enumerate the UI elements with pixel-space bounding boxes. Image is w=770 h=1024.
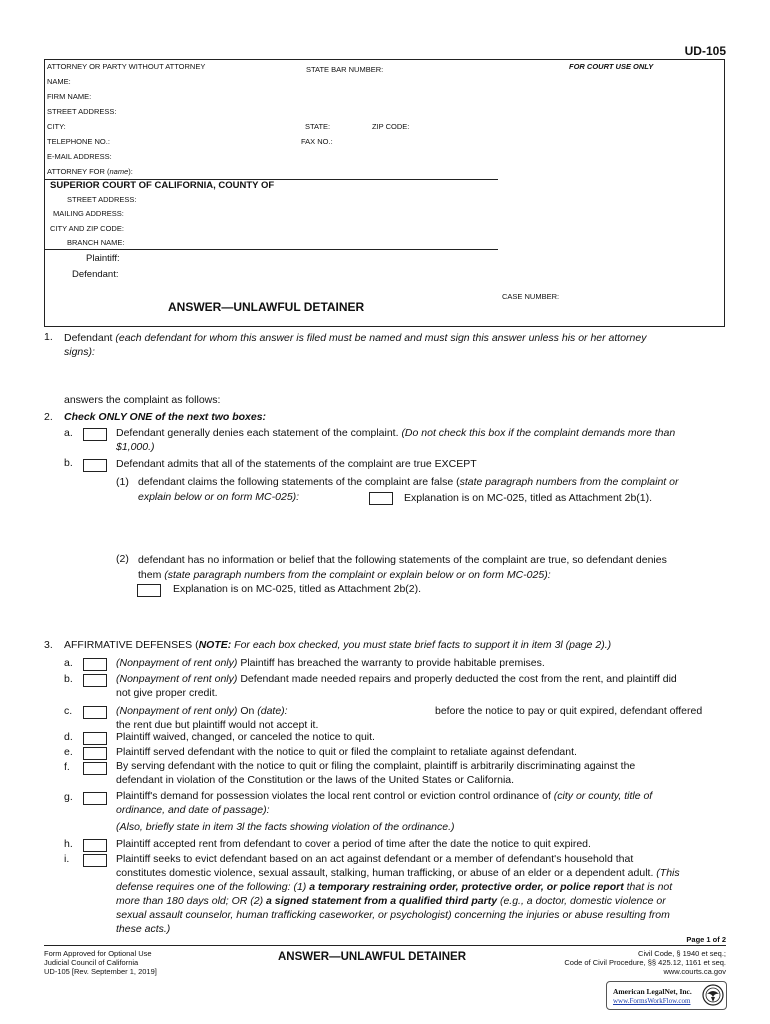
item2b2-attachment-text: Explanation is on MC-025, titled as Attachment 2b(2). xyxy=(173,583,422,595)
item3e-text: Plaintiff served defendant with the notice to quit or filed the complaint to retaliate against defendant. xyxy=(116,746,577,758)
name-label: NAME: xyxy=(47,77,71,86)
item2-number: 2. xyxy=(44,411,53,423)
item2a-note: $1,000.) xyxy=(116,441,155,453)
zip-label: ZIP CODE: xyxy=(372,122,410,131)
item3d-letter: d. xyxy=(64,731,73,743)
item1-answers: answers the complaint as follows: xyxy=(64,394,221,406)
item2b-text: Defendant admits that all of the statements of the complaint are true EXCEPT xyxy=(116,458,477,470)
court-city-zip-label: CITY AND ZIP CODE: xyxy=(50,224,124,233)
eagle-seal-icon xyxy=(702,984,724,1006)
telephone-label: TELEPHONE NO.: xyxy=(47,137,110,146)
item3f-checkbox[interactable] xyxy=(83,762,107,775)
court-mailing-label: MAILING ADDRESS: xyxy=(53,209,124,218)
defendant-label: Defendant: xyxy=(72,269,119,280)
item2b1-note: explain below or on form MC-025): xyxy=(138,491,300,503)
item3i-checkbox[interactable] xyxy=(83,854,107,867)
item3f-letter: f. xyxy=(64,761,70,773)
item1-text: Defendant (each defendant for whom this answer is filed must be named and must sign this answer unless his or her attorney xyxy=(64,332,647,344)
item3g-checkbox[interactable] xyxy=(83,792,107,805)
item3b-letter: b. xyxy=(64,673,73,685)
item3c-text3: the rent due but plaintiff would not accept it. xyxy=(116,719,319,731)
item3e-letter: e. xyxy=(64,746,73,758)
item2b1-text: defendant claims the following statements of the complaint are false (state paragraph numbers from the complaint or xyxy=(138,476,679,488)
item2a-checkbox[interactable] xyxy=(83,428,107,441)
item3a-checkbox[interactable] xyxy=(83,658,107,671)
court-use-box xyxy=(497,59,725,290)
item2-title: Check ONLY ONE of the next two boxes: xyxy=(64,411,267,423)
footer-approved: Form Approved for Optional Use xyxy=(44,949,152,958)
logo-url: www.FormsWorkFlow.com xyxy=(613,997,691,1005)
item3a-letter: a. xyxy=(64,657,73,669)
item2b2-text2: them (state paragraph numbers from the complaint or explain below or on form MC-025): xyxy=(138,569,551,581)
city-label: CITY: xyxy=(47,122,66,131)
item2b2-text: defendant has no information or belief that the following statements of the complaint are true, so defendant denies xyxy=(138,554,667,566)
item1-signs: signs): xyxy=(64,346,95,358)
item3b-text: (Nonpayment of rent only) Defendant made needed repairs and properly deducted the cost from the rent, and plaintiff did xyxy=(116,673,677,685)
logo-company: American LegalNet, Inc. xyxy=(613,987,692,996)
item3f-text2: defendant in violation of the Constitution or the laws of the United States or California. xyxy=(116,774,515,786)
court-street-label: STREET ADDRESS: xyxy=(67,195,137,204)
court-branch-label: BRANCH NAME: xyxy=(67,238,125,247)
item3g-note: ordinance, and date of passage): xyxy=(116,804,270,816)
footer-ccp: Code of Civil Procedure, §§ 425.12, 1161 et seq. xyxy=(564,958,726,967)
item3-title: AFFIRMATIVE DEFENSES (NOTE: For each box checked, you must state brief facts to support it in item 3l (page 2).) xyxy=(64,639,612,651)
item3e-checkbox[interactable] xyxy=(83,747,107,760)
email-label: E-MAIL ADDRESS: xyxy=(47,152,112,161)
item3h-text: Plaintiff accepted rent from defendant to cover a period of time after the date the notice to quit expired. xyxy=(116,838,591,850)
court-use-label: FOR COURT USE ONLY xyxy=(569,62,654,71)
item3d-text: Plaintiff waived, changed, or canceled the notice to quit. xyxy=(116,731,375,743)
item1-number: 1. xyxy=(44,331,53,343)
item3b-checkbox[interactable] xyxy=(83,674,107,687)
item2b2-attachment-checkbox[interactable] xyxy=(137,584,161,597)
footer-title: ANSWER—UNLAWFUL DETAINER xyxy=(278,951,467,963)
item2b2-number: (2) xyxy=(116,553,129,565)
item3i-letter: i. xyxy=(64,853,70,865)
item3i-text4: more than 180 days old; OR (2) a signed statement from a qualified third party (e.g., a doctor, domestic violence or xyxy=(116,895,666,907)
item2a-letter: a. xyxy=(64,427,73,439)
item2b-checkbox[interactable] xyxy=(83,459,107,472)
item3c-letter: c. xyxy=(64,705,73,717)
item3b-text2: not give proper credit. xyxy=(116,687,218,699)
form-id: UD-105 xyxy=(684,44,726,58)
firm-label: FIRM NAME: xyxy=(47,92,92,101)
item3f-text: By serving defendant with the notice to quit or filing the complaint, plaintiff is arbitrarily discriminating against the xyxy=(116,760,636,772)
attorney-label: ATTORNEY OR PARTY WITHOUT ATTORNEY xyxy=(47,62,206,71)
legalnet-logo[interactable] xyxy=(606,981,727,1010)
item2b1-attachment-text: Explanation is on MC-025, titled as Attachment 2b(1). xyxy=(404,492,653,504)
footer-civil-code: Civil Code, § 1940 et seq.; xyxy=(638,949,726,958)
item2b1-attachment-checkbox[interactable] xyxy=(369,492,393,505)
state-bar-label: STATE BAR NUMBER: xyxy=(306,65,384,74)
item3g-letter: g. xyxy=(64,791,73,803)
item2b-letter: b. xyxy=(64,457,73,469)
item2b1-number: (1) xyxy=(116,476,129,488)
footer-council: Judicial Council of California xyxy=(44,958,139,967)
item3h-letter: h. xyxy=(64,838,73,850)
document-title: ANSWER—UNLAWFUL DETAINER xyxy=(168,300,365,314)
item3i-text6: these acts.) xyxy=(116,923,171,935)
item3g-text: Plaintiff's demand for possession violates the local rent control or eviction control ordinance of (city or county, title of xyxy=(116,790,653,802)
page-number: Page 1 of 2 xyxy=(686,935,726,944)
footer-revision: UD-105 [Rev. September 1, 2019] xyxy=(44,967,157,976)
fax-label: FAX NO.: xyxy=(301,137,333,146)
item2a-text: Defendant generally denies each statement of the complaint. (Do not check this box if the complaint demands more than xyxy=(116,427,676,439)
item3g-note2: (Also, briefly state in item 3l the facts showing violation of the ordinance.) xyxy=(116,821,455,833)
item3i-text3: defense requires one of the following: (1) a temporary restraining order, protective order, or police report that is not xyxy=(116,881,673,893)
attorney-for-label: ATTORNEY FOR (name): xyxy=(47,167,133,176)
item3i-text: Plaintiff seeks to evict defendant based on an act against defendant or a member of defendant's household that xyxy=(116,853,634,865)
item3d-checkbox[interactable] xyxy=(83,732,107,745)
state-label: STATE: xyxy=(305,122,331,131)
item3h-checkbox[interactable] xyxy=(83,839,107,852)
item3c-text2: before the notice to pay or quit expired, defendant offered xyxy=(435,705,703,717)
item3a-text: (Nonpayment of rent only) Plaintiff has breached the warranty to provide habitable premises. xyxy=(116,657,545,669)
item3i-text5: sexual assault counselor, human trafficking caseworker, or psychologist) concerning the injuries or abuse resulting from xyxy=(116,909,670,921)
item3-number: 3. xyxy=(44,639,53,651)
footer-website[interactable]: www.courts.ca.gov xyxy=(663,967,726,976)
street-label: STREET ADDRESS: xyxy=(47,107,117,116)
court-title: SUPERIOR COURT OF CALIFORNIA, COUNTY OF xyxy=(50,180,275,191)
item3i-text2: constitutes domestic violence, sexual assault, stalking, human trafficking, or abuse of an elder or a dependent adult. (This xyxy=(116,867,680,879)
item3c-checkbox[interactable] xyxy=(83,706,107,719)
item3c-text: (Nonpayment of rent only) On (date): xyxy=(116,705,288,717)
case-number-label: CASE NUMBER: xyxy=(502,292,560,301)
plaintiff-label: Plaintiff: xyxy=(86,253,120,264)
